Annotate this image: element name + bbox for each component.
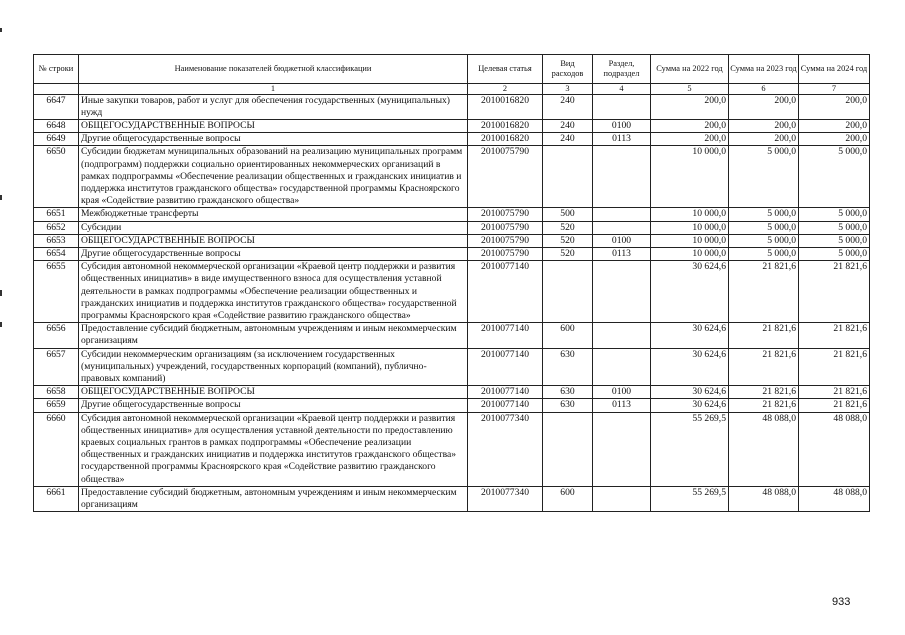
row-sum-2024: 21 821,6 — [799, 348, 870, 386]
binding-mark — [0, 322, 2, 327]
row-section — [593, 261, 651, 323]
row-name: Другие общегосударственные вопросы — [79, 247, 468, 260]
row-expense-type: 500 — [543, 208, 593, 221]
row-sum-2022: 30 624,6 — [651, 261, 729, 323]
row-sum-2023: 21 821,6 — [729, 261, 799, 323]
header-name: Наименование показателей бюджетной классификации — [79, 55, 468, 84]
row-number: 6655 — [34, 261, 79, 323]
row-number: 6654 — [34, 247, 79, 260]
table-row — [34, 399, 870, 412]
row-expense-type — [543, 412, 593, 486]
row-sum-2023: 48 088,0 — [729, 486, 799, 511]
header-sum-2024: Сумма на 2024 год — [799, 55, 870, 84]
column-number: 6 — [729, 84, 799, 95]
row-number: 6659 — [34, 399, 79, 412]
binding-mark — [0, 290, 2, 296]
budget-table — [33, 54, 870, 512]
row-sum-2022: 200,0 — [651, 94, 729, 119]
table-row — [34, 247, 870, 260]
table-row — [34, 323, 870, 348]
row-sum-2024: 5 000,0 — [799, 247, 870, 260]
row-name: Субсидии — [79, 221, 468, 234]
row-name: Иные закупки товаров, работ и услуг для обеспечения государственных (муниципальных) нужд — [79, 94, 468, 119]
row-expense-type — [543, 261, 593, 323]
row-name: Субсидии бюджетам муниципальных образований на реализацию муниципальных программ (подпрограмм) поддержки социально ориентированных некоммерческих организаций в рамках подпрограммы «Обеспечение реализации общественных и гражданских инициатив и поддержка институтов гражданского общества» государственной программы Красноярского края «Содействие развитию гражданского общества» — [79, 146, 468, 208]
row-sum-2023: 48 088,0 — [729, 412, 799, 486]
row-name: Субсидия автономной некоммерческой организации «Краевой центр поддержки и развития общественных инициатив» в виде имущественного взноса для осуществления уставной деятельности в рамках подпрограммы «Обеспечение реализации общественных и гражданских инициатив и поддержка институтов гражданского общества» государственной программы Красноярского края «Содействие развитию гражданского общества» — [79, 261, 468, 323]
row-expense-type: 630 — [543, 386, 593, 399]
row-target-article: 2010077340 — [468, 412, 543, 486]
row-section: 0113 — [593, 133, 651, 146]
row-target-article: 2010016820 — [468, 133, 543, 146]
row-target-article: 2010075790 — [468, 221, 543, 234]
row-target-article: 2010077140 — [468, 399, 543, 412]
column-number: 5 — [651, 84, 729, 95]
row-section — [593, 208, 651, 221]
row-section — [593, 94, 651, 119]
row-number: 6652 — [34, 221, 79, 234]
row-section: 0100 — [593, 119, 651, 132]
row-sum-2024: 5 000,0 — [799, 146, 870, 208]
table-row — [34, 412, 870, 486]
table-row — [34, 386, 870, 399]
row-number: 6656 — [34, 323, 79, 348]
row-section: 0113 — [593, 399, 651, 412]
row-target-article: 2010077140 — [468, 323, 543, 348]
row-sum-2024: 21 821,6 — [799, 399, 870, 412]
table-row — [34, 261, 870, 323]
row-sum-2022: 55 269,5 — [651, 486, 729, 511]
row-target-article: 2010075790 — [468, 234, 543, 247]
row-name: Предоставление субсидий бюджетным, автономным учреждениям и иным некоммерческим организациям — [79, 486, 468, 511]
row-name: Межбюджетные трансферты — [79, 208, 468, 221]
row-target-article: 2010075790 — [468, 208, 543, 221]
table-row — [34, 94, 870, 119]
row-sum-2024: 21 821,6 — [799, 386, 870, 399]
row-expense-type: 600 — [543, 486, 593, 511]
row-expense-type: 520 — [543, 221, 593, 234]
binding-mark — [0, 28, 2, 32]
row-section — [593, 221, 651, 234]
row-name: Субсидия автономной некоммерческой организации «Краевой центр поддержки и развития общественных инициатив» для осуществления уставной деятельности по предоставлению краевых социальных грантов в рамках подпрограммы «Обеспечение реализации общественных и гражданских инициатив и поддержка институтов гражданского общества» государственной программы Красноярского края «Содействие развитию гражданского общества» — [79, 412, 468, 486]
row-sum-2022: 30 624,6 — [651, 323, 729, 348]
binding-mark — [0, 195, 2, 200]
row-target-article: 2010075790 — [468, 146, 543, 208]
table-row — [34, 348, 870, 386]
row-target-article: 2010077140 — [468, 386, 543, 399]
row-sum-2023: 21 821,6 — [729, 399, 799, 412]
row-expense-type: 630 — [543, 399, 593, 412]
row-name: ОБЩЕГОСУДАРСТВЕННЫЕ ВОПРОСЫ — [79, 386, 468, 399]
row-number: 6650 — [34, 146, 79, 208]
row-sum-2022: 200,0 — [651, 133, 729, 146]
row-sum-2022: 30 624,6 — [651, 348, 729, 386]
column-number — [34, 84, 79, 95]
row-sum-2023: 21 821,6 — [729, 386, 799, 399]
row-section — [593, 146, 651, 208]
row-target-article: 2010077340 — [468, 486, 543, 511]
row-sum-2022: 55 269,5 — [651, 412, 729, 486]
row-sum-2023: 200,0 — [729, 94, 799, 119]
row-sum-2024: 200,0 — [799, 119, 870, 132]
row-number: 6661 — [34, 486, 79, 511]
row-section: 0100 — [593, 386, 651, 399]
row-sum-2024: 48 088,0 — [799, 486, 870, 511]
row-sum-2022: 10 000,0 — [651, 221, 729, 234]
header-section: Раздел, подраздел — [593, 55, 651, 84]
header-sum-2022: Сумма на 2022 год — [651, 55, 729, 84]
row-section — [593, 323, 651, 348]
row-number: 6648 — [34, 119, 79, 132]
table-row — [34, 208, 870, 221]
row-target-article: 2010077140 — [468, 261, 543, 323]
row-number: 6651 — [34, 208, 79, 221]
row-expense-type: 600 — [543, 323, 593, 348]
row-sum-2023: 200,0 — [729, 133, 799, 146]
column-number: 1 — [79, 84, 468, 95]
row-section — [593, 486, 651, 511]
row-number: 6660 — [34, 412, 79, 486]
column-number: 3 — [543, 84, 593, 95]
row-sum-2023: 5 000,0 — [729, 208, 799, 221]
row-section — [593, 348, 651, 386]
row-sum-2023: 5 000,0 — [729, 247, 799, 260]
row-target-article: 2010075790 — [468, 247, 543, 260]
table-row — [34, 119, 870, 132]
row-expense-type — [543, 146, 593, 208]
row-expense-type: 630 — [543, 348, 593, 386]
header-row — [34, 55, 870, 84]
table-row — [34, 146, 870, 208]
row-name: Предоставление субсидий бюджетным, автономным учреждениям и иным некоммерческим организациям — [79, 323, 468, 348]
row-section: 0113 — [593, 247, 651, 260]
row-sum-2024: 48 088,0 — [799, 412, 870, 486]
row-sum-2022: 10 000,0 — [651, 208, 729, 221]
row-sum-2023: 5 000,0 — [729, 234, 799, 247]
header-expense-type: Вид расходов — [543, 55, 593, 84]
row-name: Другие общегосударственные вопросы — [79, 399, 468, 412]
row-number: 6649 — [34, 133, 79, 146]
row-sum-2024: 21 821,6 — [799, 261, 870, 323]
row-number: 6647 — [34, 94, 79, 119]
row-sum-2022: 10 000,0 — [651, 146, 729, 208]
row-expense-type: 520 — [543, 247, 593, 260]
row-name: Субсидии некоммерческим организациям (за исключением государственных (муниципальных) учреждений, государственных корпораций (компаний), публично-правовых компаний) — [79, 348, 468, 386]
row-expense-type: 240 — [543, 119, 593, 132]
row-sum-2024: 5 000,0 — [799, 234, 870, 247]
row-sum-2023: 200,0 — [729, 119, 799, 132]
row-sum-2023: 5 000,0 — [729, 221, 799, 234]
row-target-article: 2010077140 — [468, 348, 543, 386]
row-section — [593, 412, 651, 486]
row-section: 0100 — [593, 234, 651, 247]
row-sum-2024: 21 821,6 — [799, 323, 870, 348]
row-sum-2023: 5 000,0 — [729, 146, 799, 208]
row-sum-2023: 21 821,6 — [729, 323, 799, 348]
row-name: ОБЩЕГОСУДАРСТВЕННЫЕ ВОПРОСЫ — [79, 119, 468, 132]
row-expense-type: 520 — [543, 234, 593, 247]
row-sum-2023: 21 821,6 — [729, 348, 799, 386]
column-number: 2 — [468, 84, 543, 95]
row-number: 6658 — [34, 386, 79, 399]
row-name: ОБЩЕГОСУДАРСТВЕННЫЕ ВОПРОСЫ — [79, 234, 468, 247]
row-expense-type: 240 — [543, 133, 593, 146]
column-number: 7 — [799, 84, 870, 95]
table-row — [34, 133, 870, 146]
row-name: Другие общегосударственные вопросы — [79, 133, 468, 146]
page-number: 933 — [832, 596, 851, 608]
table-body — [34, 94, 870, 512]
row-sum-2024: 5 000,0 — [799, 208, 870, 221]
header-sum-2023: Сумма на 2023 год — [729, 55, 799, 84]
table-row — [34, 221, 870, 234]
row-number: 6653 — [34, 234, 79, 247]
table-row — [34, 486, 870, 511]
column-number-row — [34, 84, 870, 95]
row-sum-2024: 200,0 — [799, 133, 870, 146]
row-sum-2022: 30 624,6 — [651, 386, 729, 399]
table-row — [34, 234, 870, 247]
row-sum-2022: 10 000,0 — [651, 247, 729, 260]
row-number: 6657 — [34, 348, 79, 386]
row-sum-2024: 5 000,0 — [799, 221, 870, 234]
header-target: Целевая статья — [468, 55, 543, 84]
row-expense-type: 240 — [543, 94, 593, 119]
row-sum-2024: 200,0 — [799, 94, 870, 119]
header-row-no: № строки — [34, 55, 79, 84]
row-target-article: 2010016820 — [468, 119, 543, 132]
row-target-article: 2010016820 — [468, 94, 543, 119]
row-sum-2022: 30 624,6 — [651, 399, 729, 412]
row-sum-2022: 10 000,0 — [651, 234, 729, 247]
row-sum-2022: 200,0 — [651, 119, 729, 132]
column-number: 4 — [593, 84, 651, 95]
